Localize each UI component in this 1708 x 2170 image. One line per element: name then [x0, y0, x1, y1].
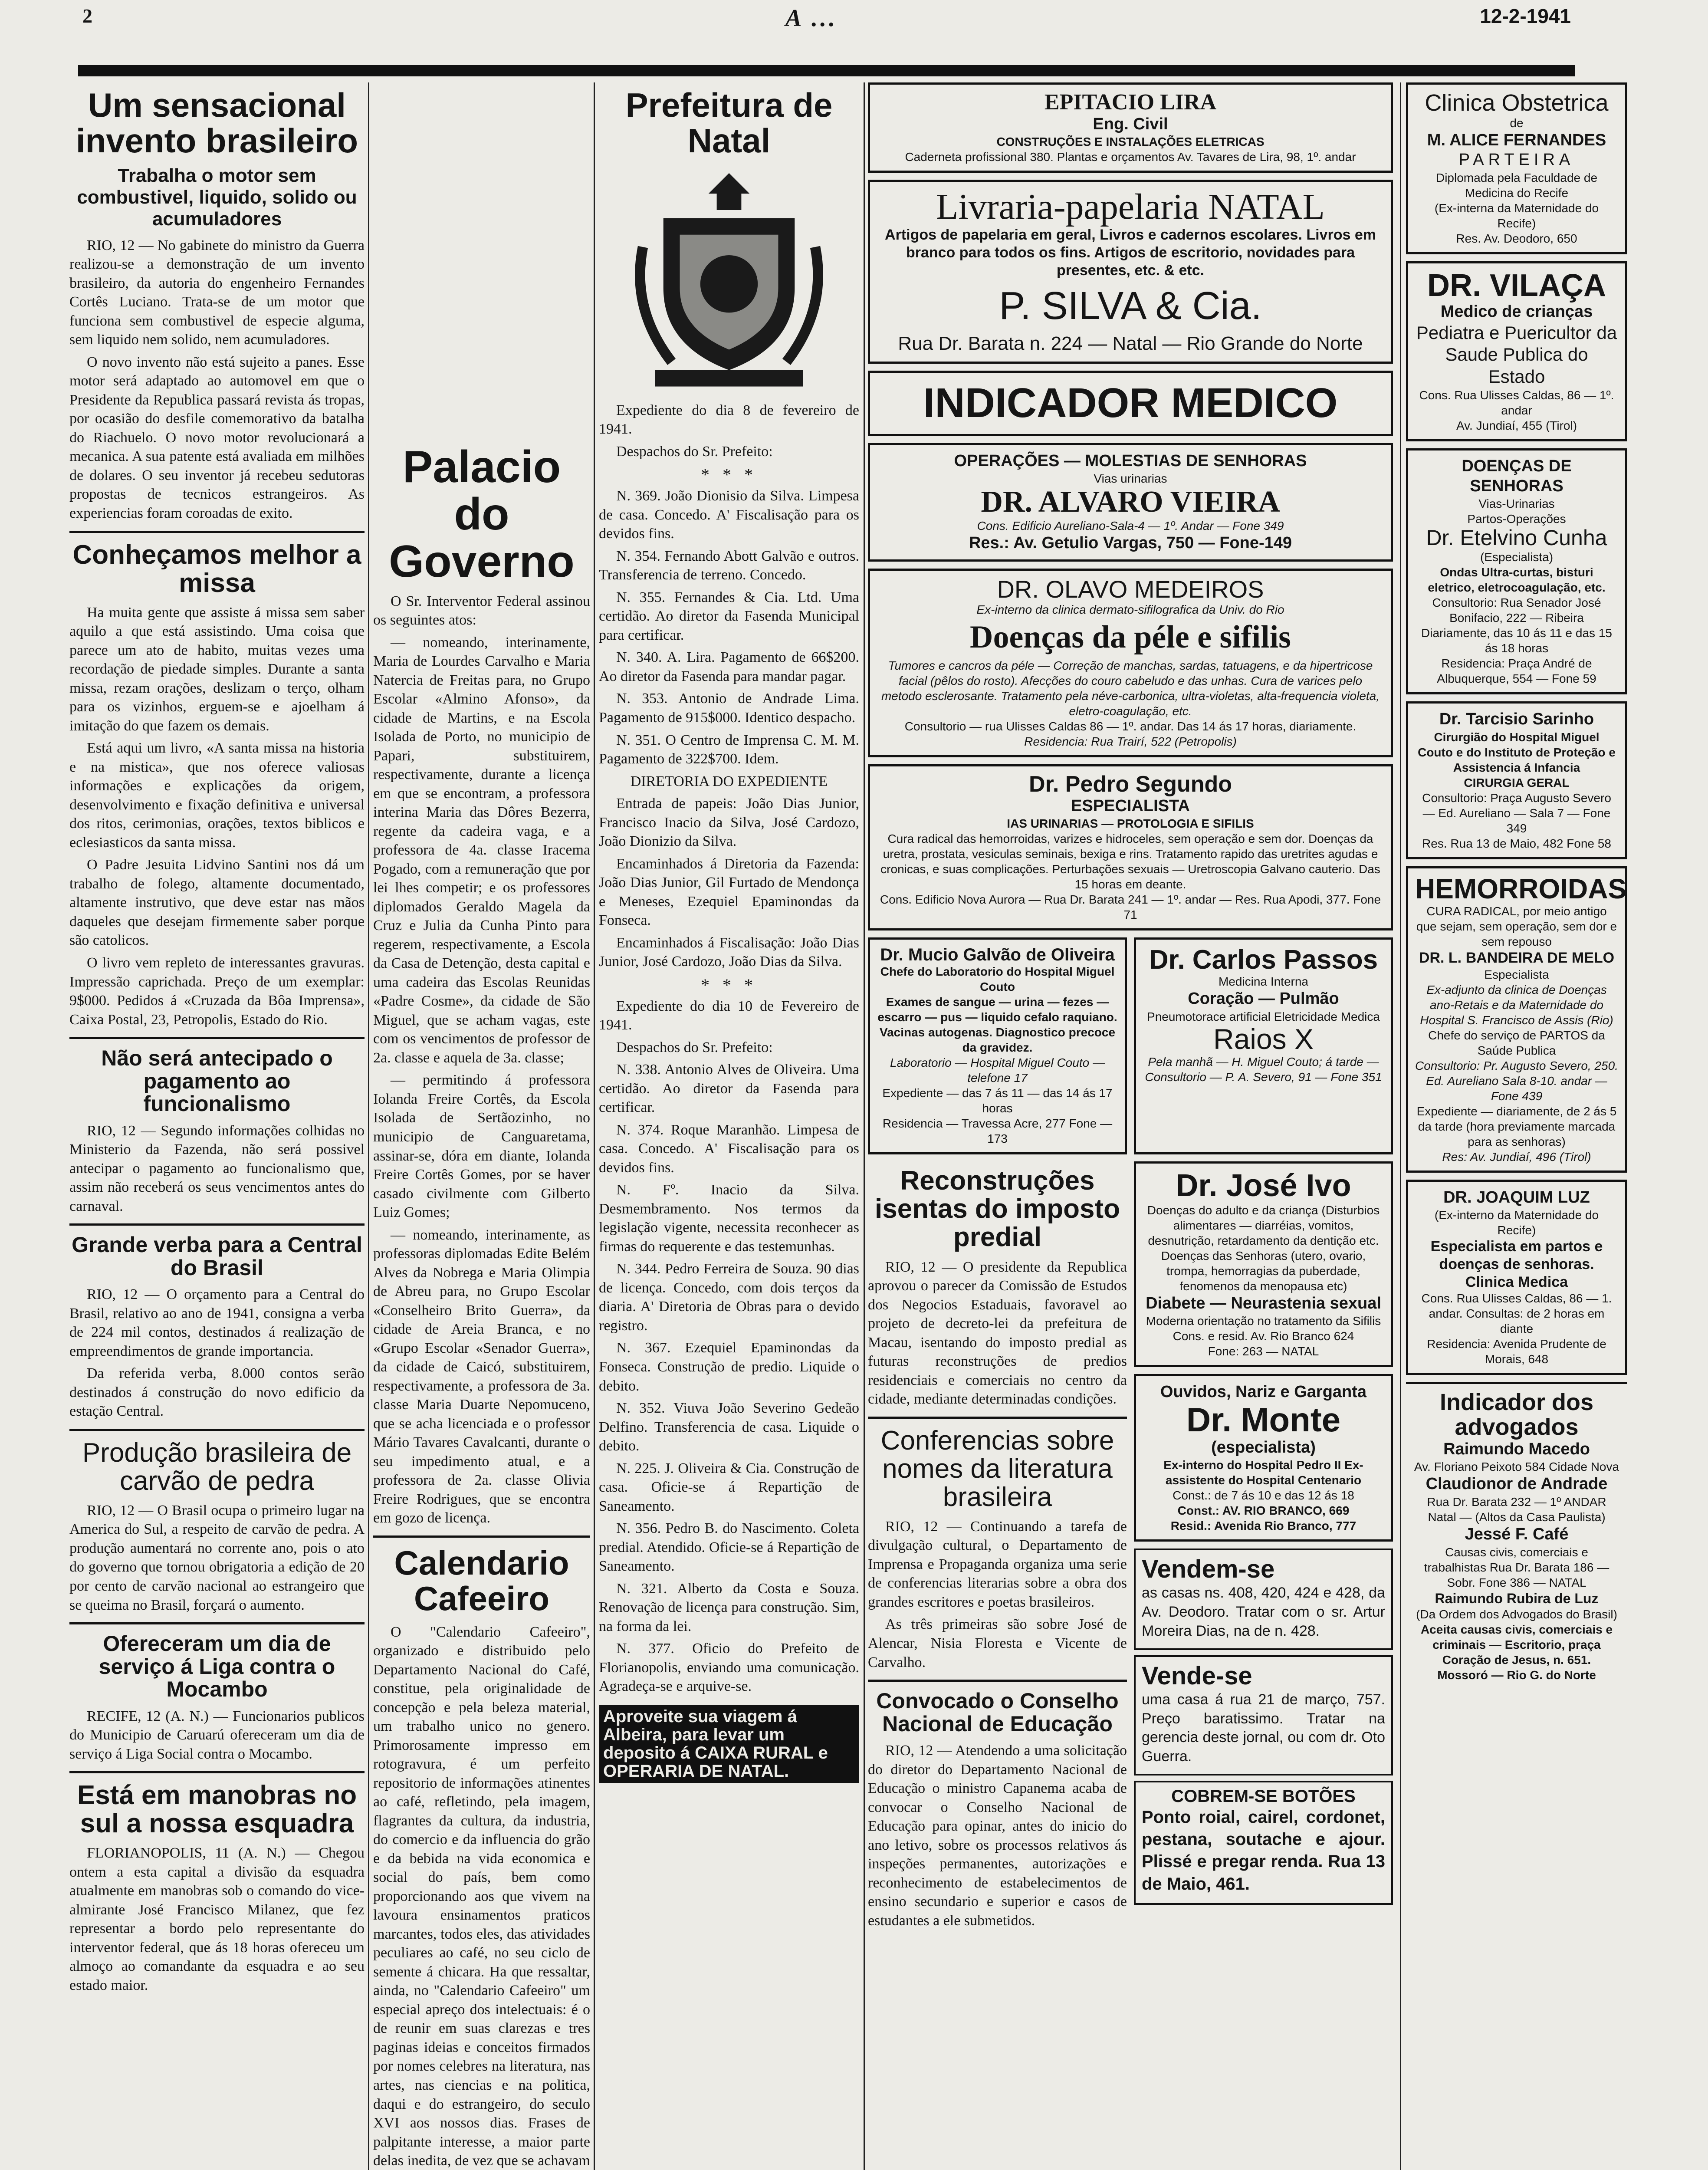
ad-title: Dr. Monte: [1186, 1401, 1341, 1439]
ad-title: HEMORROIDAS: [1415, 873, 1627, 904]
headline-calendario: Calendario Cafeeiro: [394, 1543, 569, 1618]
article-text: Encaminhados á Fiscalisação: João Dias Junior, José Cardozo, João Dias da Silva.: [599, 934, 859, 970]
article-text: RIO, 12 — Segundo informações colhidas no Ministerio da Fazenda, não será possivel antecipar o pagamento ao funcionalismo que, assim não receberá os seus vencimentos antes do carnaval.: [69, 1122, 365, 1214]
article-text: N. 321. Alberto da Costa e Souza. Renovação de licença para construção. Sim, na forma da lei.: [599, 1580, 859, 1634]
article-text: Da referida verba, 8.000 contos serão destinados á construção do novo edificio da estação Central.: [69, 1365, 365, 1420]
article-text: N. 377. Oficio do Prefeito de Florianopolis, enviando uma comunicação. Agradeça-se e arquive-se.: [599, 1641, 859, 1695]
classified-text: as casas ns. 408, 420, 424 e 428, da Av. Deodoro. Tratar com o sr. Artur Moreira Dias, na de n. 428.: [1142, 1585, 1385, 1639]
ad-text: Cura radical das hemorroidas, varizes e hidroceles, sem operação e sem dor. Doenças da uretra, prostata, vesiculas seminais, bexiga e rins. Tratamento rapido das uretrites agudas e cronicas, e suas complicações. Perturbações sexuais — Uretroscopia Galvano cauterio. Das 15 horas em deante.: [880, 832, 1380, 891]
ad-text: (Ex-interno da Maternidade do Recife): [1434, 1208, 1599, 1237]
ad-text: Res. Rua 13 de Maio, 482 Fone 58: [1422, 836, 1611, 850]
ad-subtitle: Eng. Civil: [1093, 115, 1168, 133]
ad-text: (Ex-interna da Maternidade do Recife): [1434, 201, 1599, 230]
classified-title: Vendem-se: [1142, 1555, 1275, 1584]
ad-text: Consultorio: Praça Augusto Severo — Ed. Aureliano — Sala 7 — Fone 349: [1422, 791, 1611, 835]
article-text: O Sr. Interventor Federal assinou os seguintes atos:: [373, 593, 590, 628]
ad-text: Diabete — Neurastenia sexual: [1146, 1294, 1381, 1312]
ad-text: Expediente — das 7 ás 11 — das 14 ás 17 horas: [882, 1086, 1113, 1115]
ad-title: DR. ALVARO VIEIRA: [981, 485, 1280, 519]
article-text: Expediente do dia 8 de fevereiro de 1941.: [599, 402, 859, 437]
ad-text: CURA RADICAL, por meio antigo que sejam, sem operação, sem dor e sem repouso: [1416, 904, 1617, 948]
ad-text: Ex-adjunto da clinica de Doenças ano-Retais e da Maternidade do Hospital S. Francisco de Assis (Rio): [1420, 983, 1613, 1027]
article-text: Entrada de papeis: João Dias Junior, Francisco Inacio da Silva, José Cardozo, João Dionizio da Silva.: [599, 796, 859, 850]
ad-text: Diplomada pela Faculdade de Medicina do Recife: [1435, 171, 1598, 200]
article-text: Expediente do dia 10 de Fevereiro de 1941.: [599, 998, 859, 1033]
ad-olavo-medeiros: [868, 569, 1393, 757]
ad-title: DR. OLAVO MEDEIROS: [997, 575, 1264, 603]
ad-text: Vias-Urinarias: [1478, 497, 1555, 511]
article-text: N. 225. J. Oliveira & Cia. Construção de casa. Oficie-se á Repartição de Saneamento.: [599, 1460, 859, 1514]
ad-text: Residencia: Rua Trairí, 522 (Petropolis): [1024, 735, 1237, 749]
ad-title: DR. JOAQUIM LUZ: [1443, 1188, 1590, 1207]
section-indicador-medico: [868, 371, 1393, 436]
ad-text: Exames de sangue — urina — fezes — escarro — pus — liquido cefalo raquiano. Vacinas autogenas. Diagnostico precoce da gravidez.: [877, 995, 1117, 1055]
article-text: RIO, 12 — No gabinete do ministro da Guerra realizou-se a demonstração de um invento brasileiro, da autoria do engenheiro Fernandes Cortês Luciano. Trata-se de um motor que funciona sem combustivel de especie alguma, sem liquido nem solido, nem acumuladores.: [69, 237, 365, 348]
article-text: N. 355. Fernandes & Cia. Ltd. Uma certidão. Ao diretor da Fasenda Municipal para certificar.: [599, 589, 859, 643]
column-4: [868, 82, 1393, 1933]
article-text: Despachos do Sr. Prefeito:: [616, 443, 773, 460]
ad-text: Expediente — diariamente, de 2 ás 5 da tarde (hora previamente marcada para as senhoras): [1416, 1104, 1617, 1148]
ads-subcolumn: [1134, 1161, 1393, 1933]
column-5: [1406, 82, 1627, 1696]
lawyer-address: Causas civis, comerciais e trabalhistas Rua Dr. Barata 186 — Sobr. Fone 386 — NATAL: [1424, 1545, 1609, 1589]
ad-text: Pela manhã — H. Miguel Couto; á tarde — Consultorio — P. A. Severo, 91 — Fone 351: [1145, 1055, 1382, 1084]
lawyer-address: Av. Floriano Peixoto 584 Cidade Nova: [1414, 1460, 1619, 1474]
promo-box-caixa-rural: Aproveite sua viagem á Albeira, para levar um deposito á CAIXA RURAL e OPERARIA DE NATAL.: [599, 1705, 859, 1783]
article-text: N. 352. Viuva João Severino Gedeão Delfino. Transferencia de casa. Liquide o debito.: [599, 1400, 859, 1454]
column-divider: [594, 82, 595, 2170]
coat-of-arms-emblem: [625, 165, 833, 391]
ad-pedro-segundo: [868, 764, 1393, 930]
article-divider: [69, 1622, 365, 1624]
ad-text: Residencia: Avenida Prudente de Morais, 648: [1427, 1337, 1606, 1366]
ad-text: Cons. e resid. Av. Rio Branco 624: [1173, 1329, 1354, 1343]
ad-text: Caderneta profissional 380. Plantas e orçamentos Av. Tavares de Lira, 98, 1º. andar: [905, 150, 1356, 164]
article-text: O Padre Jesuita Lidvino Santini nos dá um trabalho de folego, altamente documentado, altamente instrutivo, que deve estar nas mãos daqueles que desejam firmemente saber porque são catolicos.: [69, 857, 365, 949]
separator-stars: * * *: [701, 465, 757, 485]
ad-title: Dr. Carlos Passos: [1149, 945, 1378, 975]
headline-conferencias: Conferencias sobre nomes da literatura brasileira: [880, 1425, 1114, 1512]
ad-text: Cons. Edificio Nova Aurora — Rua Dr. Barata 241 — 1º. andar — Res. Rua Apodi, 377. Fone 71: [880, 893, 1381, 922]
article-text: RIO, 12 — Continuando a tarefa de divulgação cultural, o Departamento de Imprensa e Propaganda organiza uma serie de conferencias literarias sobre a obra dos grandes escritores e poetas brasileiros.: [868, 1518, 1127, 1610]
ad-text: Chefe do Laboratorio do Hospital Miguel Couto: [880, 965, 1115, 994]
ad-title: Livraria-papelaria NATAL: [936, 187, 1325, 227]
ad-text: CIRURGIA GERAL: [1464, 776, 1570, 789]
ad-dr-monte: [1134, 1374, 1393, 1542]
ad-text: de: [1510, 116, 1524, 130]
ad-text: CONSTRUÇÕES E INSTALAÇÕES ELETRICAS: [996, 135, 1265, 149]
ad-name: DR. L. BANDEIRA DE MELO: [1419, 949, 1615, 966]
classified-title: COBREM-SE BOTÕES: [1171, 1787, 1356, 1806]
lawyer-address: Rua Dr. Barata 232 — 1º ANDAR Natal — (Altos da Casa Paulista): [1427, 1495, 1606, 1524]
ad-text: Res: Av. Jundiaí, 496 (Tirol): [1442, 1150, 1591, 1164]
section-heading: DIRETORIA DO EXPEDIENTE: [630, 773, 828, 789]
ad-text: Ouvidos, Nariz e Garganta: [1160, 1383, 1367, 1401]
article-divider: [868, 1680, 1127, 1682]
headline-missa: Conheçamos melhor a missa: [72, 539, 361, 598]
ad-carlos-passos: [1134, 937, 1393, 1154]
masthead: A ...: [785, 5, 838, 32]
ad-text: Especialista: [1484, 967, 1549, 981]
ad-alice-fernandes: [1406, 82, 1627, 254]
article-divider: [373, 1535, 590, 1538]
classified-botoes: [1134, 1781, 1393, 1905]
ad-text: Artigos de papelaria em geral, Livros e cadernos escolares. Livros em branco para todos os fins. Artigos de escritorio, novidades para presentes, etc. & etc.: [885, 227, 1376, 279]
headline-invento: Um sensacional invento brasileiro: [76, 86, 358, 160]
headline-carvao: Produção brasileira de carvão de pedra: [82, 1437, 352, 1496]
ad-row: [868, 937, 1393, 1161]
article-text: RIO, 12 — O Brasil ocupa o primeiro lugar na America do Sul, a respeito de carvão de pedra. A produção aumentará no corrente ano, pois o ato do governo que tornou obrigatoria a edição de 20 por cento de carvão nacional ao estrangeiro que se queima no Brasil, forçará o aumento.: [69, 1502, 365, 1613]
ad-tarcisio-sarinho: [1406, 701, 1627, 859]
ad-text: Vias urinarias: [1094, 472, 1167, 486]
article-text: As três primeiras são sobre José de Alencar, Nisia Floresta e Vicente de Carvalho.: [868, 1616, 1127, 1670]
ad-owner: P. SILVA & Cia.: [999, 284, 1262, 328]
ad-text: Consultorio: Pr. Augusto Severo, 250. Ed. Aureliano Sala 8-10. andar — Fone 439: [1415, 1059, 1618, 1103]
page-number: 2: [82, 5, 92, 27]
ad-text: Pneumotorace artificial Eletricidade Medica: [1147, 1009, 1380, 1023]
article-text: N. 351. O Centro de Imprensa C. M. M. Pagamento de 322$700. Idem.: [599, 732, 859, 767]
ad-title: DR. VILAÇA: [1427, 268, 1606, 303]
ad-text: Const.: AV. RIO BRANCO, 669: [1177, 1504, 1350, 1518]
separator-stars: * * *: [701, 975, 757, 995]
ad-mucio-galvao: [868, 937, 1127, 1154]
article-text: RECIFE, 12 (A. N.) — Funcionarios publicos do Municipio de Caruarú ofereceram um dia de serviço á Liga Social contra o Mocambo.: [69, 1708, 365, 1762]
ad-text: Fone: 263 — NATAL: [1208, 1345, 1319, 1358]
ad-title: Dr. José Ivo: [1176, 1168, 1351, 1203]
article-ad-row: [868, 1161, 1393, 1933]
column-3: [599, 82, 859, 1789]
ad-subtitle: ESPECIALISTA: [1071, 796, 1190, 815]
ad-text: Medico de crianças: [1440, 302, 1593, 321]
subheadline-invento: Trabalha o motor sem combustivel, liquido, solido ou acumuladores: [77, 164, 357, 230]
ad-text: Cons. Edificio Aureliano-Sala-4 — 1º. Andar — Fone 349: [977, 519, 1284, 533]
ad-text: Moderna orientação no tratamento da Sifilis: [1146, 1314, 1381, 1328]
classified-text: uma casa á rua 21 de março, 757. Preço baratissimo. Tratar na gerencia deste jornal, ou com dr. Oto Guerra.: [1142, 1691, 1385, 1765]
header-rule: [78, 65, 1575, 76]
ad-epitacio-lira: [868, 82, 1393, 173]
article-text: N. Fº. Inacio da Silva. Desmembramento. Nos termos da legislação vigente, necessita reconhecer as firmas do requerente e das testemunhas.: [599, 1182, 859, 1255]
page-header: [82, 4, 1571, 35]
ad-text: Const.: de 7 ás 10 e das 12 ás 18: [1173, 1489, 1354, 1503]
article-text: N. 356. Pedro B. do Nascimento. Coleta predial. Atendido. Oficie-se á Repartição de Saneamento.: [599, 1520, 859, 1575]
ad-jose-ivo: [1134, 1161, 1393, 1367]
ad-name: Dr. Etelvino Cunha: [1426, 526, 1607, 550]
ad-subtitle: (especialista): [1211, 1438, 1316, 1457]
section-advogados: [1406, 1382, 1627, 1689]
ad-text: Ex-interno do Hospital Pedro II Ex-assistente do Hospital Centenario: [1163, 1458, 1363, 1487]
ad-text: Especialista em partos e doenças de senhoras.: [1430, 1238, 1603, 1272]
headline-pagamento: Não será antecipado o pagamento ao funcionalismo: [101, 1046, 333, 1116]
ad-text: Av. Jundiaí, 455 (Tirol): [1456, 419, 1577, 433]
article-divider: [868, 1417, 1127, 1419]
ad-text: Partos-Operações: [1467, 512, 1566, 526]
ad-text: (Especialista): [1480, 550, 1554, 564]
lawyer-name: Claudionor de Andrade: [1426, 1475, 1608, 1493]
ad-title: Dr. Mucio Galvão de Oliveira: [880, 945, 1115, 965]
ad-text: Ex-interno da clinica dermato-sifilografica da Univ. do Rio: [976, 603, 1284, 617]
ad-text: Pediatra e Puericultor da Saude Publica do Estado: [1416, 322, 1617, 387]
article-text: — nomeando, interinamente, Maria de Lourdes Carvalho e Maria Natercia de Freitas para, no Grupo Escolar «Almino Afonso», da cidade de Martins, e na Escola Isolada de Porto, no municipio de Papari, substituirem, respectivamente, durante a licença em que se encontram, a professora interina Maria das Dôres Bezerra, regente da cadeira vaga, e a professora de 4a. classe Iracema Pogado, com a remuneração que por lei lhes competir; e os professores diplomados Geraldo Magela da Cruz e Julia da Cunha Pinto para regerem, respectivamente, a Escola da Casa de Detenção, desta capital e uma cadeira das Escolas Reunidas «Padre Cosme», da cidade de São Miguel, que se acham vagas, este com os vencimentos de professor de 2a. classe e aquela de 3a. classe;: [373, 634, 590, 1066]
column-1: [69, 82, 365, 1998]
ad-text: IAS URINARIAS — PROTOLOGIA E SIFILIS: [1007, 817, 1254, 831]
ad-livraria-natal: [868, 180, 1393, 364]
ad-alvaro-vieira: [868, 443, 1393, 562]
section-title: Indicador dos advogados: [1439, 1389, 1594, 1440]
ad-text: Doenças das Senhoras (utero, ovario, trompa, hemorragias da puberdade, fenomenos da menopausa etc): [1161, 1249, 1366, 1293]
ad-text: Cons. Rua Ulisses Caldas, 86 — 1º. andar: [1419, 388, 1614, 418]
ad-text: Tumores e cancros da péle — Correção de manchas, sardas, tatuagens, e da hipertricose facial (pêlos do rosto). Afecções do couro cabeludo e das unhas. Cura de varices pelo metodo esclerosante. Tratamento pela néve-carbonica, ultra-violetas, alta-frequencia violeta, eletro-coagulação, etc.: [881, 659, 1380, 718]
ad-text: Residencia — Travessa Acre, 277 Fone — 173: [882, 1117, 1113, 1146]
article-text: Despachos do Sr. Prefeito:: [616, 1039, 773, 1055]
article-text: N. 369. João Dionisio da Silva. Limpesa de casa. Concedo. A' Fiscalisação para os devidos fins.: [599, 488, 859, 542]
article-text: FLORIANOPOLIS, 11 (A. N.) — Chegou ontem a esta capital a divisão da esquadra atualmente em manobras sob o comando do vice-almirante José Francisco Milanez, que fez representar a bordo pelo representante do interventor federal, que ás 18 horas ofereceu um almoço ao comandante da esquadra e ao seu estado maior.: [69, 1845, 365, 1993]
ad-text: Residencia: Praça André de Albuquerque, 554 — Fone 59: [1437, 656, 1596, 685]
lawyer-address: Mossoró — Rio G. do Norte: [1437, 1668, 1596, 1682]
ad-text: Ondas Ultra-curtas, bisturi eletrico, eletrocoagulação, etc.: [1428, 565, 1606, 594]
article-text: N. 344. Pedro Ferreira de Souza. 90 dias de licença. Concedo, com dois terços da diaria. A' Diretoria de Obras para o devido registro.: [599, 1261, 859, 1334]
ad-bandeira-de-melo: [1406, 866, 1627, 1173]
ad-headline: Raios X: [1213, 1023, 1314, 1055]
ad-title: Dr. Tarcisio Sarinho: [1439, 710, 1594, 728]
ad-text: Medicina Interna: [1218, 975, 1308, 989]
classified-title: Vende-se: [1142, 1662, 1252, 1690]
lawyer-address: Aceita causas civis, comerciais e criminais — Escritorio, praça Coração de Jesus, n. 651.: [1420, 1623, 1613, 1667]
article-divider: [69, 1429, 365, 1431]
article-text: RIO, 12 — O orçamento para a Central do Brasil, relativo ao ano de 1941, consigna a verba de 224 mil contos, destinados á realização de empreendimentos de grande importancia.: [69, 1286, 365, 1359]
headline-conselho: Convocado o Conselho Nacional de Educação: [876, 1689, 1119, 1736]
article-text: N. 367. Ezequiel Epaminondas da Fonseca. Construção de predio. Liquide o debito.: [599, 1340, 859, 1394]
headline-prefeitura: Prefeitura de Natal: [625, 86, 833, 160]
issue-date: 12-2-1941: [1480, 5, 1571, 27]
ad-title: Clinica Obstetrica: [1425, 90, 1609, 116]
ad-text: Clinica Medica: [1465, 1273, 1568, 1290]
ad-text: Laboratorio — Hospital Miguel Couto — telefone 17: [890, 1056, 1105, 1085]
lawyer-address: (Da Ordem dos Advogados do Brasil): [1416, 1608, 1617, 1621]
ad-title: EPITACIO LIRA: [1044, 90, 1217, 115]
article-text: Está aqui um livro, «A santa missa na historia e na mistica», que nos oferece valiosas informações e explicações da origem, desenvolvimento e fixação definitiva e universal dos ritos, cerimonias, orações, textos biblicos e eclesiasticos da santa missa.: [69, 740, 365, 851]
classified-vende-se: [1134, 1655, 1393, 1775]
ad-text: Resid.: Avenida Rio Branco, 777: [1170, 1519, 1357, 1533]
ad-text: Doenças do adulto e da criança (Disturbios alimentares — diarréias, vomitos, desnutrição, retardamento da dentição etc.: [1147, 1203, 1380, 1247]
article-text: O "Calendario Cafeeiro", organizado e distribuido pelo Departamento Nacional do Café, constitue, pela originalidade de concepção e pela beleza material, um trabalho unico no genero. Primorosamente impresso em rotogravura, é um perfeito repositorio de informações atinentes ao café, refletindo, pela imagem, flagrantes da cultura, da industria, do comercio e da influencia do grão e da bebida na vida economica e social do país, bem como proporcionando aos que vivem na lavoura ensinamentos praticos marcantes, todos eles, das atividades peculiares ao café, no seu ciclo de semente á chicara. Ha que ressaltar, ainda, no "Calendario Cafeeiro" um especial apreço dos intelectuais: é o de reunir em suas clarezas e tres paginas ideias e conceitos firmados por nomes celebres na literatura, nas artes, nas ciencias e na politica, daqui e do estrangeiro, do seculo XVI aos nossos dias. Frases de palpitante interesse, a maior parte delas inedita, de vez que se achavam: [373, 1624, 590, 2169]
article-text: RIO, 12 — O presidente da Republica aprovou o parecer da Comissão de Estudos dos Negocios Estaduais, favoravel ao projeto de decreto-lei da prefeitura de Macau, isentando do imposto predial as futuras reconstruções de predios residenciais e comerciais no centro da cidade, mediante determinadas condições.: [868, 1259, 1127, 1407]
ad-name: M. ALICE FERNANDES: [1427, 131, 1606, 149]
ad-text: Chefe do serviço de PARTOS da Saúde Publica: [1428, 1028, 1605, 1057]
column-divider: [368, 82, 369, 2170]
headline-esquadra: Está em manobras no sul a nossa esquadra: [77, 1780, 357, 1839]
ad-text: Coração — Pulmão: [1188, 990, 1339, 1008]
ad-text: Consultorio — rua Ulisses Caldas 86 — 1º. andar. Das 14 ás 17 horas, diariamente.: [904, 720, 1357, 733]
column-2: [373, 438, 590, 2170]
ad-title: DOENÇAS DE SENHORAS: [1462, 457, 1572, 495]
ad-text: Consultorio: Rua Senador José Bonifacio, 222 — Ribeira Diariamente, das 10 ás 11 e das 15 ás 18 horas: [1421, 595, 1612, 655]
ad-title: Dr. Pedro Segundo: [1028, 772, 1232, 797]
ad-text: Cirurgião do Hospital Miguel Couto e do Instituto de Proteção e Assistencia á Infancia: [1418, 730, 1616, 774]
article-text: Ha muita gente que assiste á missa sem saber aquilo a que está assistindo. Uma coisa que parece um ato de habito, muitas vezes uma recordação de piedade simples. Durante a santa missa, rezam orações, deslizam o terço, olham para os vizinhos, erguem-se e ajoelham á imitação do que fazem os demais.: [69, 604, 365, 734]
ad-role: PARTEIRA: [1458, 151, 1575, 169]
ad-dr-vilaca: [1406, 261, 1627, 441]
section-title: INDICADOR MEDICO: [923, 380, 1338, 427]
lawyer-name: Raimundo Macedo: [1443, 1440, 1590, 1458]
ad-headline: Doenças da péle e sifilis: [970, 619, 1291, 655]
articles-subcolumn: [868, 1161, 1127, 1933]
article-text: — permitindo á professora Iolanda Freire Cortês, da Escola Isolada de Sertãozinho, no municipio de Canguaretama, assinar-se, dóra em diante, Iolanda Freire Cortês Gomes, por se haver casado civilmente com Gilberto Luiz Gomes;: [373, 1072, 590, 1221]
classified-text: Ponto roial, cairel, cordonet, pestana, soutache e ajour. Plissé e pregar renda. Rua 13 de Maio, 461.: [1142, 1808, 1385, 1894]
article-divider: [69, 1771, 365, 1773]
article-text: N. 374. Roque Maranhão. Limpesa de casa. Concedo. A' Fiscalisação para os devidos fins.: [599, 1121, 859, 1176]
ad-text: Cons. Rua Ulisses Caldas, 86 — 1. andar. Consultas: de 2 horas em diante: [1421, 1292, 1612, 1336]
ad-text: Res. Av. Deodoro, 650: [1456, 231, 1577, 245]
article-divider: [69, 1037, 365, 1039]
article-text: — nomeando, interinamente, as professoras diplomadas Edite Belém Alves da Nobrega e Maria Olimpia de Abreu para, no Grupo Escolar «Conselheiro Brito Guerra», da cidade de Areia Branca, e no «Grupo Escolar «Senador Guerra», da cidade de Caicó, substituirem, respectivamente, a professora de 3a. classe Maria Duarte Nepomuceno, que se acha licenciada e o professor Mário Tavares Cavalcanti, durante o seu impedimento atual, e a professora de 2a. classe Olivia Freire Rodrigues, que se encontra em gozo de licença.: [373, 1226, 590, 1526]
lawyer-name: Raimundo Rubira de Luz: [1435, 1590, 1599, 1606]
article-text: RIO, 12 — Atendendo a uma solicitação do diretor do Departamento Nacional de Educação o ministro Capanema acaba de convocar o Conselho Nacional de Educação para opinar, antes do inicio do ano letivo, sobre os processos relativos ás inspeções permanentes, autorizações e reconhecimento de estabelecimentos de ensino secundario e superior e casos de estudantes a ele submetidos.: [868, 1743, 1127, 1929]
headline-central: Grande verba para a Central do Brasil: [72, 1233, 362, 1280]
ad-text: OPERAÇÕES — MOLESTIAS DE SENHORAS: [954, 451, 1307, 470]
ad-text: Res.: Av. Getulio Vargas, 750 — Fone-149: [969, 533, 1292, 552]
headline-reconstrucoes: Reconstruções isentas do imposto predial: [875, 1166, 1120, 1253]
article-text: N. 353. Antonio de Andrade Lima. Pagamento de 915$000. Identico despacho.: [599, 690, 859, 726]
article-divider: [69, 531, 365, 533]
headline-mocambo: Ofereceram um dia de serviço á Liga contra o Mocambo: [99, 1631, 335, 1702]
article-divider: [69, 1223, 365, 1226]
headline-palacio: Palacio do Governo: [389, 442, 575, 587]
article-text: O livro vem repleto de interessantes gravuras. Impressão caprichada. Preço de um exemplar: 9$000. Pedidos á «Cruzada da Bôa Imprensa», Caixa Postal, 23, Petropolis, Estado do Rio.: [69, 954, 365, 1028]
column-divider: [1400, 82, 1401, 2170]
article-text: O novo invento não está sujeito a panes. Esse motor será adaptado ao automovel em que o Presidente da Republica passará revista ás tropas, por ocasião do desfile comemorativo da batalha do Riachuelo. O novo motor revolucionará a mecanica. A sua patente está avaliada em milhões de dolares. O seu inventor já recebeu sedutoras propostas de tecnicos estrangeiros. As experiencias foram coroadas de exito.: [69, 354, 365, 521]
ad-joaquim-luz: [1406, 1180, 1627, 1375]
ad-address: Rua Dr. Barata n. 224 — Natal — Rio Grande do Norte: [898, 333, 1363, 355]
article-text: N. 338. Antonio Alves de Oliveira. Uma certidão. Ao diretor da Fasenda para certificar.: [599, 1062, 859, 1116]
classified-vendem-se: [1134, 1549, 1393, 1650]
lawyer-name: Jessé F. Café: [1465, 1525, 1569, 1544]
article-text: N. 340. A. Lira. Pagamento de 66$200. Ao diretor da Fasenda para mandar pagar.: [599, 649, 859, 684]
column-divider: [864, 82, 865, 2170]
article-text: Encaminhados á Diretoria da Fazenda: João Dias Junior, Gil Furtado de Mendonça e Meneses, Ezequiel Epaminondas da Fonseca.: [599, 855, 859, 929]
article-text: N. 354. Fernando Abott Galvão e outros. Transferencia de terreno. Concedo.: [599, 548, 859, 583]
ad-etelvino-cunha: [1406, 448, 1627, 694]
